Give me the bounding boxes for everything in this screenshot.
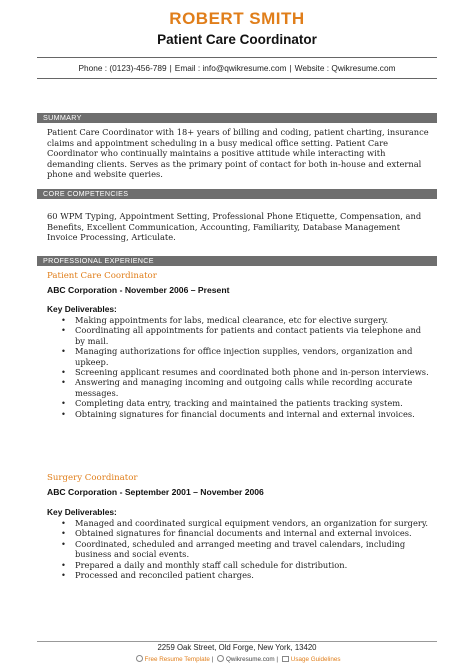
- bullet-icon: •: [61, 325, 66, 336]
- contact-separator: |: [169, 63, 172, 73]
- job-title: Patient Care Coordinator: [47, 271, 157, 281]
- bullet-icon: •: [61, 398, 66, 409]
- deliverables-label: Key Deliverables:: [47, 304, 117, 314]
- candidate-name: ROBERT SMITH: [169, 9, 305, 28]
- bullet-icon: •: [61, 570, 66, 581]
- job-company: ABC Corporation - November 2006 – Present: [47, 285, 230, 295]
- list-item: • Managed and coordinated surgical equipment vendors, an organization for surgery.: [61, 518, 429, 528]
- list-item: • Prepared a daily and monthly staff call schedule for distribution.: [61, 559, 348, 570]
- bullet-icon: •: [61, 367, 66, 378]
- job-title: Surgery Coordinator: [47, 473, 138, 483]
- contact-phone: Phone : (0123)-456-789: [78, 63, 167, 73]
- list-item: • Obtained signatures for financial documents and internal and external invoices.: [61, 528, 412, 539]
- list-item: • Processed and reconciled patient charges.: [61, 570, 254, 581]
- copyright-icon: [217, 655, 224, 662]
- footer-links: [0, 655, 474, 663]
- document-icon: [282, 656, 289, 662]
- footer-address: 2259 Oak Street, Old Forge, New York, 13420: [157, 643, 317, 652]
- contact-line: [0, 63, 474, 73]
- deliverables-label: Key Deliverables:: [47, 507, 117, 517]
- bullet-icon: •: [61, 518, 66, 528]
- list-item: • Completing data entry, tracking and maintained the patients tracking system.: [61, 398, 403, 409]
- contact-email[interactable]: Email : info@qwikresume.com: [174, 63, 287, 73]
- footer-separator: |: [276, 656, 279, 663]
- bullet-icon: •: [61, 559, 66, 570]
- list-item: • Managing authorizations for office injection supplies, vendors, organization and upkeep.: [61, 346, 413, 367]
- bullet-icon: •: [61, 346, 66, 357]
- candidate-role: Patient Care Coordinator: [157, 32, 317, 47]
- list-item: • Screening applicant resumes and coordinated both phone and in-person interviews.: [61, 367, 429, 378]
- globe-icon: [136, 655, 143, 662]
- bullet-icon: •: [61, 315, 66, 325]
- bullet-icon: •: [61, 538, 66, 549]
- list-item: • Making appointments for labs, medical clearance, etc for elective surgery.: [61, 315, 389, 325]
- footer-separator: |: [211, 656, 214, 663]
- section-heading-competencies: CORE COMPETENCIES: [37, 189, 437, 199]
- free-template-link[interactable]: Free Resume Template: [144, 656, 210, 663]
- summary-text: Patient Care Coordinator with 18+ years of billing and coding, patient charting, insurance claims and appointment scheduling in a busy medical office setting. Patient Care Coordinator who continually maintains a positive attitude while interacting with demanding clients. Serves as the primary point of contact for both in-house and external phone and website queries.: [47, 127, 429, 180]
- site-link[interactable]: Qwikresume.com: [225, 656, 275, 663]
- job-bullets: [47, 315, 432, 419]
- header-divider-top: [37, 57, 437, 58]
- footer-divider: [37, 641, 437, 642]
- list-item: • Coordinated, scheduled and arranged meeting and travel calendars, including business and social events.: [61, 538, 406, 560]
- section-heading-experience: PROFESSIONAL EXPERIENCE: [37, 256, 437, 266]
- bullet-icon: •: [61, 408, 66, 419]
- contact-separator: |: [289, 63, 292, 73]
- list-item: • Answering and managing incoming and outgoing calls while recording accurate messages.: [61, 377, 413, 398]
- section-heading-summary: SUMMARY: [37, 113, 437, 123]
- contact-website[interactable]: Website : Qwikresume.com: [294, 63, 396, 73]
- usage-guidelines-link[interactable]: Usage Guidelines: [290, 656, 341, 663]
- competencies-text: 60 WPM Typing, Appointment Setting, Professional Phone Etiquette, Compensation, and Benefits, Excellent Communication, Accounting, Familiarity, Database Management Invoice Processing, Articulate.: [47, 211, 422, 243]
- list-item: • Obtaining signatures for financial documents and internal and external invoices.: [61, 408, 415, 419]
- job-company: ABC Corporation - September 2001 – November 2006: [47, 487, 264, 497]
- header-divider-bottom: [37, 78, 437, 79]
- bullet-icon: •: [61, 377, 66, 388]
- job-bullets: [47, 518, 432, 580]
- bullet-icon: •: [61, 528, 66, 539]
- list-item: • Coordinating all appointments for patients and contact patients via telephone and by mail.: [61, 325, 422, 346]
